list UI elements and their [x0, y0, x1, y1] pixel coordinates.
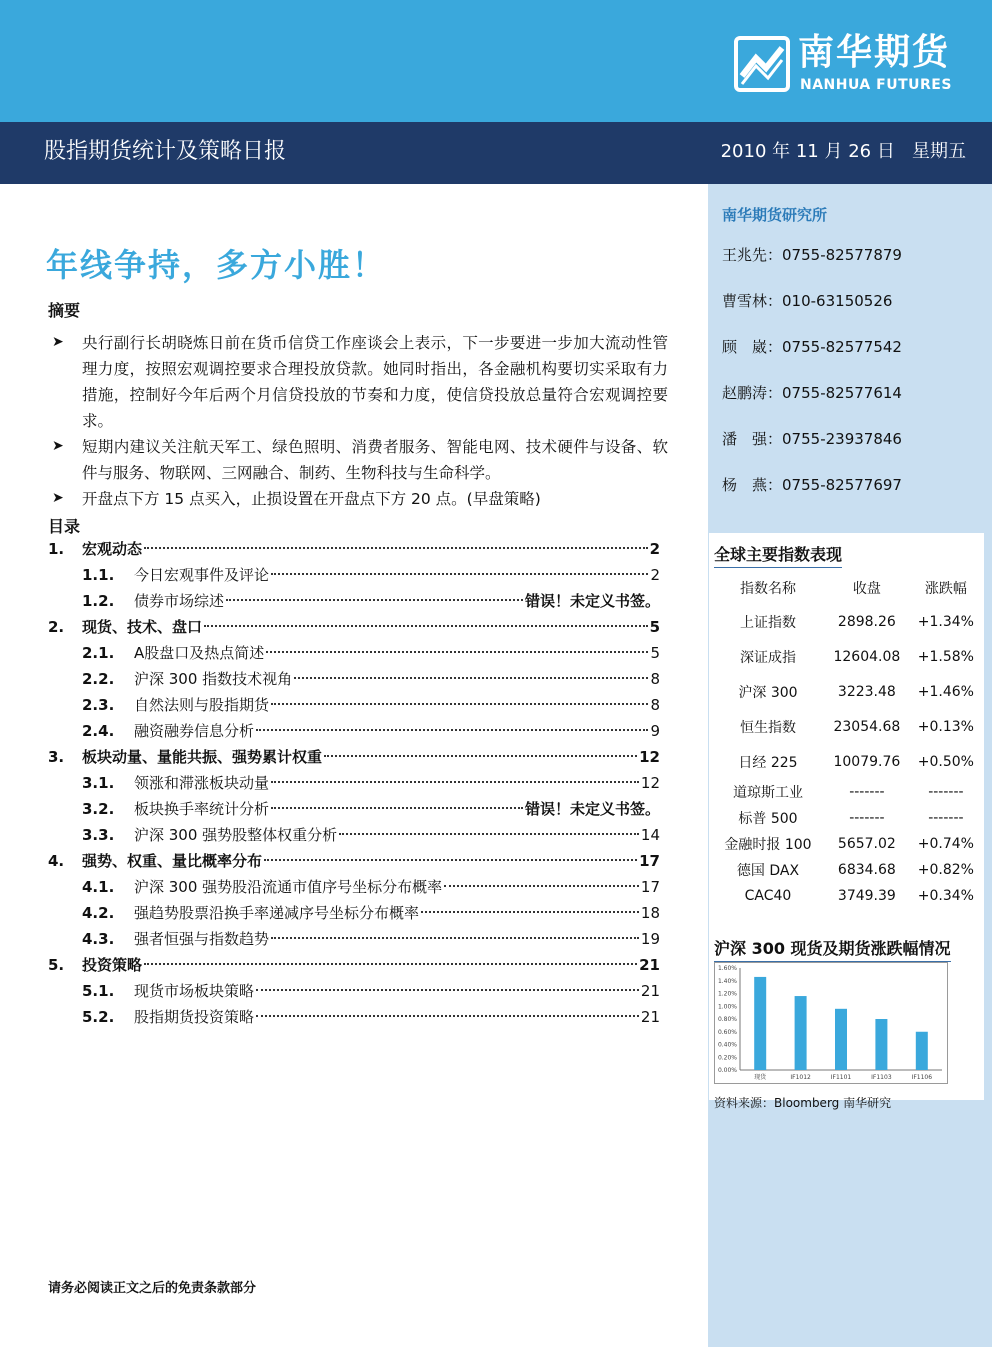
table-row: 恒生指数 23054.68 +0.13%: [739, 718, 974, 736]
bar: [875, 1019, 887, 1070]
toc-leader: [256, 989, 639, 991]
x-tick-label: IF1103: [871, 1074, 892, 1081]
toc-title: 强趋势股票沿换手率递减序号坐标分布概率: [134, 904, 420, 922]
chart-heading: 沪深 300 现货及期货涨跌幅情况: [714, 936, 951, 962]
toc-page: 12: [640, 774, 660, 792]
toc-title: 宏观动态: [82, 540, 143, 558]
bar-chart: [714, 962, 948, 1084]
toc-entry[interactable]: [48, 952, 660, 978]
toc-page: 18: [640, 904, 660, 922]
toc-number: 2.4.: [82, 722, 115, 740]
toc-leader: [444, 885, 639, 887]
toc-leader: [339, 833, 639, 835]
table-row: 道琼斯工业 ------- -------: [732, 784, 964, 801]
report-date: [721, 139, 966, 165]
y-tick-label: 1.40%: [717, 977, 737, 985]
toc-title: 沪深 300 强势股整体权重分析: [134, 826, 338, 844]
logo-cn-text: 南华期货: [798, 32, 951, 73]
chart-frame: [715, 963, 948, 1084]
toc-entry[interactable]: [48, 562, 660, 588]
y-tick-label: 1.20%: [717, 990, 737, 998]
toc-title: A股盘口及热点简述: [134, 644, 265, 662]
toc-entry[interactable]: [48, 926, 660, 952]
toc-leader: [266, 651, 648, 653]
summary-bullet: 开盘点下方 15 点买入，止损设置在开盘点下方 20 点。(早盘策略): [82, 490, 541, 508]
toc-leader: [271, 781, 639, 783]
toc-number: 1.2.: [82, 592, 115, 610]
toc-title: 现货、技术、盘口: [82, 618, 203, 636]
toc-number: 3.3.: [82, 826, 115, 844]
toc-title: 强势、权重、量比概率分布: [82, 852, 263, 870]
index-table: [712, 572, 982, 909]
toc-leader: [271, 807, 523, 809]
table-row: CAC40 3749.39 +0.34%: [744, 888, 974, 904]
toc-leader: [271, 937, 639, 939]
x-tick-label: IF1101: [830, 1074, 852, 1081]
toc-page: 21: [640, 1008, 660, 1026]
contact-item: 潘 强：0755-23937846: [722, 430, 902, 448]
toc-entry[interactable]: [48, 848, 660, 874]
bullet-arrow-icon: ➤: [52, 334, 64, 350]
x-tick-label: 现货: [754, 1074, 767, 1081]
toc-entry[interactable]: [48, 718, 660, 744]
toc-page: 5: [649, 618, 660, 636]
toc-page: 21: [639, 956, 660, 974]
report-title: 股指期货统计及策略日报: [44, 139, 287, 164]
table-row: 标普 500 ------- -------: [738, 810, 964, 827]
y-tick-label: 1.60%: [717, 965, 737, 972]
y-tick-label: 0.40%: [717, 1041, 737, 1049]
y-tick-label: 0.60%: [717, 1028, 737, 1036]
summary-heading: 摘要: [48, 301, 81, 320]
toc-entry[interactable]: [48, 978, 660, 1004]
toc-entry[interactable]: [48, 1004, 660, 1030]
toc-entry[interactable]: [48, 900, 660, 926]
toc-entry[interactable]: [48, 536, 660, 562]
contact-item: 顾 崴：0755-82577542: [722, 338, 902, 356]
toc-leader: [144, 963, 637, 965]
bullet-arrow-icon: ➤: [52, 438, 64, 454]
table-row: 深证成指 12604.08 +1.58%: [739, 648, 974, 666]
toc-page: 2: [649, 540, 660, 558]
toc-number: 2.1.: [82, 644, 115, 662]
toc-title: 沪深 300 强势股沿流通市值序号坐标分布概率: [134, 878, 443, 896]
summary-bullet: 央行副行长胡晓炼日前在货币信贷工作座谈会上表示，下一步要进一步加大流动性管理力度，按照宏观调控要求合理投放贷款。她同时指出，各金融机构要切实采取有力措施，控制好今年后两个月信贷投放的节奏和力度，使信贷投放总量符合宏观调控要求。: [82, 334, 668, 430]
toc-title: 领涨和滞涨板块动量: [134, 774, 270, 792]
toc-number: 4.1.: [82, 878, 115, 896]
toc-title: 现货市场板块策略: [134, 982, 255, 1000]
y-tick-label: 1.00%: [717, 1003, 737, 1011]
bar: [916, 1032, 928, 1070]
toc-number: 2.2.: [82, 670, 115, 688]
toc-leader: [204, 625, 648, 627]
table-row: 沪深 300 3223.48 +1.46%: [738, 683, 974, 701]
toc-number: 4.3.: [82, 930, 115, 948]
toc-leader: [264, 859, 637, 861]
toc-title: 投资策略: [82, 956, 143, 974]
toc-page: 14: [640, 826, 660, 844]
y-tick-label: 0.20%: [717, 1054, 737, 1062]
y-tick-label: 0.00%: [717, 1067, 737, 1074]
x-tick-label: IF1012: [790, 1074, 811, 1081]
bar: [754, 977, 766, 1070]
toc-entry[interactable]: [48, 822, 660, 848]
weekday-text: 星期五: [912, 141, 966, 162]
toc-leader: [421, 911, 639, 913]
toc-page: 17: [639, 852, 660, 870]
bar: [795, 996, 807, 1070]
toc-leader: [324, 755, 637, 757]
toc-number: 1.: [48, 540, 65, 558]
toc-leader: [256, 729, 648, 731]
toc-entry[interactable]: [48, 692, 660, 718]
toc-entry[interactable]: [48, 666, 660, 692]
toc-title: 今日宏观事件及评论: [134, 566, 270, 584]
toc-page: 21: [640, 982, 660, 1000]
table-row: 上证指数 2898.26 +1.34%: [739, 613, 974, 631]
toc-heading: 目录: [48, 517, 81, 536]
toc-title: 融资融券信息分析: [134, 722, 255, 740]
toc-page: 8: [650, 670, 660, 688]
table-row: 金融时报 100 5657.02 +0.74%: [724, 836, 974, 853]
disclaimer-note: 请务必阅读正文之后的免责条款部分: [48, 1281, 257, 1296]
toc-leader: [294, 677, 648, 679]
toc-entry[interactable]: [48, 744, 660, 770]
toc-number: 4.2.: [82, 904, 115, 922]
toc-page: 19: [640, 930, 660, 948]
toc-number: 2.: [48, 618, 65, 636]
toc-entry[interactable]: [48, 614, 660, 640]
date-text: 2010 年 11 月 26 日: [720, 141, 895, 162]
toc-number: 4.: [48, 852, 65, 870]
toc-leader: [271, 573, 648, 575]
header-band: [0, 0, 992, 122]
toc-number: 5.2.: [82, 1008, 115, 1026]
bullet-arrow-icon: ➤: [52, 490, 64, 506]
company-logo: [734, 32, 966, 96]
bar: [835, 1009, 847, 1070]
toc-entry[interactable]: [48, 770, 660, 796]
toc-page: 2: [650, 566, 660, 584]
logo-mark-icon: [734, 36, 790, 92]
toc-title: 强者恒强与指数趋势: [134, 930, 270, 948]
toc-leader: [256, 1015, 639, 1017]
x-tick-label: IF1106: [911, 1074, 933, 1081]
column-header: 指数名称: [739, 581, 796, 597]
toc-number: 3.: [48, 748, 65, 766]
table-header-row: [712, 572, 982, 604]
toc-leader: [226, 599, 523, 601]
toc-title: 自然法则与股指期货: [134, 696, 270, 714]
toc-title: 债券市场综述: [134, 592, 225, 610]
toc-page: 17: [640, 878, 660, 896]
logo-en-text: NANHUA FUTURES: [800, 77, 952, 93]
toc-number: 3.2.: [82, 800, 115, 818]
table-row: 德国 DAX 6834.68 +0.82%: [736, 862, 974, 879]
toc-number: 3.1.: [82, 774, 115, 792]
toc-page: 错误！未定义书签。: [524, 800, 660, 818]
toc-title: 板块动量、量能共振、强势累计权重: [82, 748, 323, 766]
toc-leader: [271, 703, 648, 705]
contact-item: 王兆先：0755-82577879: [722, 246, 902, 264]
toc-page: 9: [650, 722, 660, 740]
y-tick-label: 0.80%: [717, 1016, 737, 1023]
toc-page: 12: [639, 748, 660, 766]
title-bar: [0, 122, 992, 184]
contact-item: 赵鹏涛：0755-82577614: [722, 384, 902, 402]
column-header: 收盘: [852, 581, 881, 597]
index-table-heading: 全球主要指数表现: [714, 542, 842, 568]
column-header: 涨跌幅: [924, 581, 967, 597]
toc-number: 1.1.: [82, 566, 115, 584]
toc-title: 股指期货投资策略: [134, 1008, 255, 1026]
headline: 年线争持，多方小胜！: [46, 246, 387, 284]
summary-bullet: 短期内建议关注航天军工、绿色照明、消费者服务、智能电网、技术硬件与设备、软件与服务、物联网、三网融合、制药、生物科技与生命科学。: [82, 438, 668, 482]
contact-item: 杨 燕：0755-82577697: [722, 476, 902, 494]
toc-number: 5.: [48, 956, 65, 974]
toc-entry[interactable]: [48, 796, 660, 822]
toc-number: 5.1.: [82, 982, 115, 1000]
toc-leader: [144, 547, 648, 549]
toc-entry[interactable]: [48, 588, 660, 614]
source-note: 资料来源：Bloomberg 南华研究: [714, 1096, 892, 1110]
table-row: 日经 225 10079.76 +0.50%: [738, 753, 974, 771]
toc-page: 错误！未定义书签。: [524, 592, 660, 610]
toc-page: 5: [650, 644, 660, 662]
toc-page: 8: [650, 696, 660, 714]
toc-entry[interactable]: [48, 640, 660, 666]
contact-item: 曹雪林：010-63150526: [722, 292, 893, 310]
toc-title: 沪深 300 指数技术视角: [134, 670, 293, 688]
toc-entry[interactable]: [48, 874, 660, 900]
toc-title: 板块换手率统计分析: [134, 800, 270, 818]
toc-number: 2.3.: [82, 696, 115, 714]
institute-name: 南华期货研究所: [722, 206, 828, 224]
